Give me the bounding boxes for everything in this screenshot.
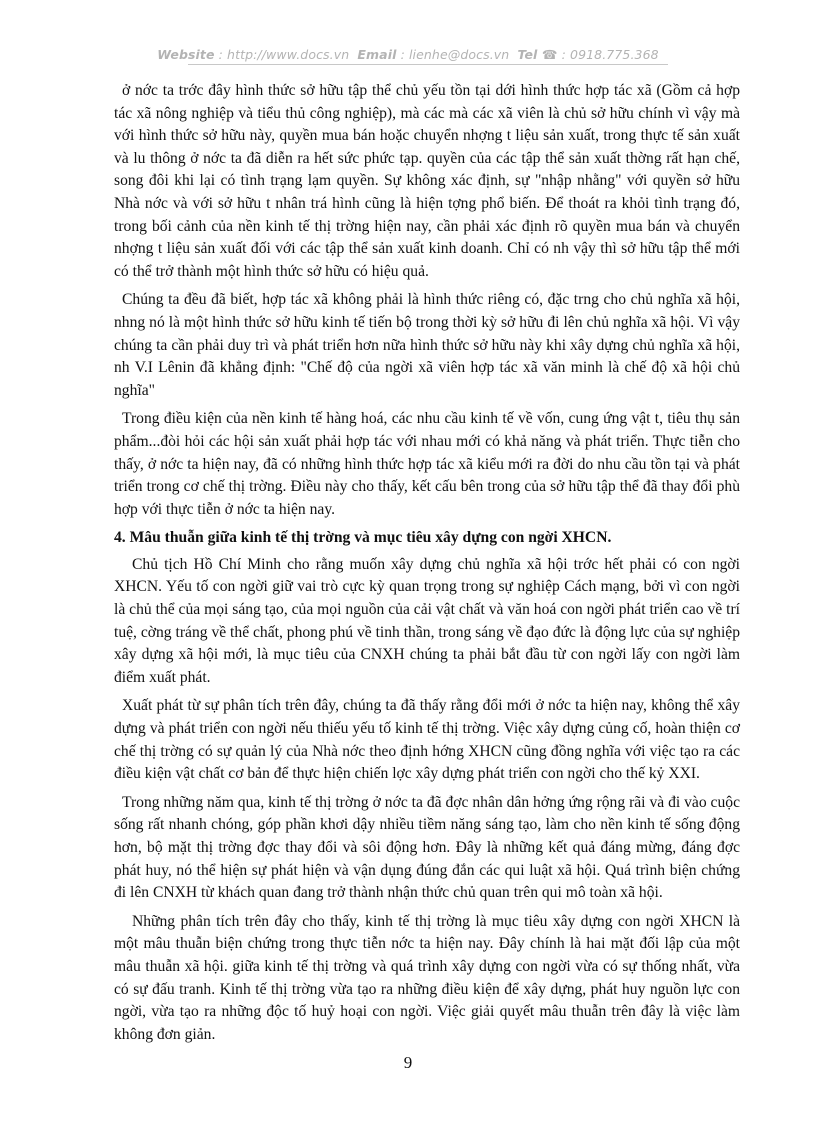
tel-label: Tel ☎ <box>517 47 558 62</box>
section-heading: 4. Mâu thuẫn giữa kinh tế thị trờng và mục tiêu xây dựng con ngời XHCN. <box>114 529 612 547</box>
body-paragraph: Những phân tích trên đây cho thấy, kinh tế thị trờng là mục tiêu xây dựng con ngời XHCN là một mâu thuẫn biện chứng trong thực tiễn nớc ta hiện nay. Đây chính là hai mặt đối lập của một mâu thuẫn xã hội. giữa kinh tế thị trờng và quá trình xây dựng con ngời vừa có sự thống nhất, vừa có sự đấu tranh. Kinh tế thị trờng vừa tạo ra những điều kiện để xây dựng, phát huy nguồn lực con ngời, vừa tạo ra những độc tố huỷ hoại con ngời. Việc giải quyết mâu thuẫn trên đây là việc làm không đơn giản. <box>114 912 740 1043</box>
body-paragraph: ở nớc ta trớc đây hình thức sở hữu tập thể chủ yếu tồn tại dới hình thức hợp tác xã (Gồm cả hợp tác xã nông nghiệp và tiểu thủ công nghiệp), mà các mà các xã viên là chủ sở hữu chính vì vậy mà với hình thức sở hữu này, quyền mua bán hoặc chuyển nhợng t liệu sản xuất, trong thực tế sản xuất và lu thông ở nớc ta đã diễn ra hết sức phức tạp. quyền của các tập thể sản xuất thờng rất hạn chế, song đôi khi lại có tình trạng lạm quyền. Sự không xác định, sự "nhập nhằng" với quyền sở hữu Nhà nớc và với sở hữu t nhân trá hình cũng là hiện tợng phổ biến. Để thoát ra khỏi tình trạng đó, trong bối cảnh của nền kinh tế thị trờng hiện nay, cần phải xác định rõ quyền mua bán và chuyển nhợng t liệu sản xuất đối với các tập thể sản xuất kinh doanh. Chỉ có nh vậy thì sở hữu tập thể mới có thể trở thành một hình thức sở hữu có hiệu quả. <box>114 82 740 280</box>
page-header <box>0 47 816 62</box>
page-number: 9 <box>403 1053 413 1072</box>
body-paragraph: Chủ tịch Hồ Chí Minh cho rằng muốn xây dựng chủ nghĩa xã hội trớc hết phải có con ngời XHCN. Yếu tố con ngời giữ vai trò cực kỳ quan trọng trong sự nghiệp Cách mạng, bởi vì con ngời là chủ thể của mọi sáng tạo, của mọi nguồn của cải vật chất và văn hoá con ngời phát triển cao về trí tuệ, cờng tráng về thể chất, phong phú về tinh thần, trong sáng về đạo đức là động lực của sự nghiệp xây dựng xã hội mới, là mục tiêu của CNXH chúng ta phải bắt đầu từ con ngời lấy con ngời làm điểm xuất phát. <box>114 555 741 686</box>
website-value[interactable]: : http://www.docs.vn <box>218 47 350 62</box>
body-paragraph: Trong điều kiện của nền kinh tế hàng hoá, các nhu cầu kinh tế về vốn, cung ứng vật t, tiêu thụ sản phẩm...đòi hỏi các hội sản xuất phải hợp tác với nhau mới có khả năng và phát triển. Thực tiễn cho thấy, ở nớc ta hiện nay, đã có những hình thức hợp tác xã kiểu mới ra đời do nhu cầu tồn tại và phát triển trong cơ chế thị trờng. Điều này cho thấy, kết cấu bên trong của sở hữu tập thể đã thay đổi phù hợp với thực tiễn ở nớc ta hiện nay. <box>114 410 740 518</box>
document-body <box>114 80 740 1052</box>
body-paragraph: Xuất phát từ sự phân tích trên đây, chúng ta đã thấy rằng đổi mới ở nớc ta hiện nay, không thể xây dựng và phát triển con ngời nếu thiếu yếu tố kinh tế thị trờng. Việc xây dựng củng cố, hoàn thiện cơ chế thị trờng có sự quản lý của Nhà nớc theo định hớng XHCN cũng đồng nghĩa với việc tạo ra các điều kiện vật chất cơ bản để thực hiện chiến lợc xây dựng phát triển con ngời cho thế kỷ XXI. <box>114 697 740 783</box>
tel-value: : 0918.775.368 <box>561 47 659 62</box>
body-paragraph: Chúng ta đều đã biết, hợp tác xã không phải là hình thức riêng có, đặc trng cho chủ nghĩa xã hội, nhng nó là một hình thức sở hữu kinh tế tiến bộ trong thời kỳ sở hữu đi lên chủ nghĩa xã hội. Vì vậy chúng ta cần phải duy trì và phát triển hơn nữa hình thức sở hữu này khi xây dựng chủ nghĩa xã hội, nh V.I Lênin đã khẳng định: "Chế độ của ngời xã viên hợp tác xã văn minh là chế độ xã hội chủ nghĩa" <box>114 291 740 399</box>
email-value[interactable]: : lienhe@docs.vn <box>400 47 510 62</box>
website-label: Website <box>157 47 215 62</box>
header-divider <box>188 64 668 65</box>
email-label: Email <box>357 47 397 62</box>
body-paragraph: Trong những năm qua, kinh tế thị trờng ở nớc ta đã đợc nhân dân hởng ứng rộng rãi và đi vào cuộc sống rất nhanh chóng, góp phần khơi dậy nhiều tiềm năng sáng tạo, làm cho nền kinh tế sống động hơn, bộ mặt thị trờng đợc thay đổi và sôi động hơn. Đây là những kết quả đáng mừng, đáng đợc phát huy, nó thể hiện sự phát hiện và vận dụng đúng đắn các qui luật xã hội. Quá trình biện chứng đi lên CNXH từ khách quan đang trở thành nhận thức chủ quan trên qui mô toàn xã hội. <box>114 793 740 902</box>
